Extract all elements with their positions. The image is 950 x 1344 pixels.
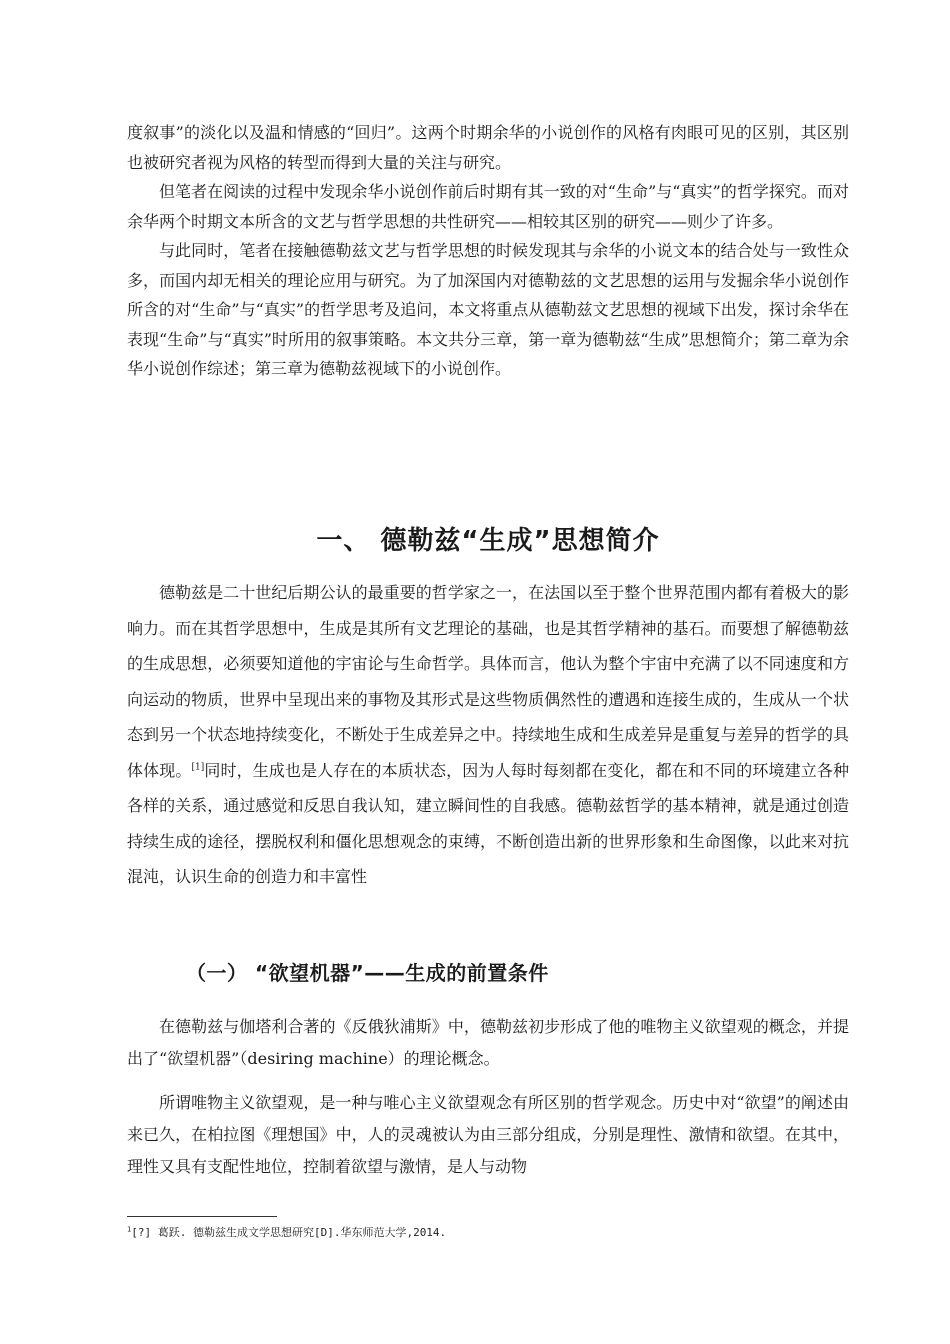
footnote [127, 1224, 446, 1240]
intro-paragraph-1: 度叙事”的淡化以及温和情感的“回归”。这两个时期余华的小说创作的风格有肉眼可见的区别，其区别也被研究者视为风格的转型而得到大量的关注与研究。 [127, 123, 849, 172]
section-paragraph-1: 在德勒兹与伽塔利合著的《反俄狄浦斯》中，德勒兹初步形成了他的唯物主义欲望观的概念，并提出了“欲望机器”（desiring machine）的理论概念。 [127, 1017, 849, 1068]
chapter-paragraph-1 [127, 575, 849, 895]
footnote-mark: 1 [127, 1225, 132, 1234]
chapter-title: 一、 德勒兹“生成”思想简介 [316, 526, 660, 556]
intro-paragraph-3: 与此同时，笔者在接触德勒兹文艺与哲学思想的时候发现其与余华的小说文本的结合处与一致性众多，而国内却无相关的理论应用与研究。为了加深国内对德勒兹的文艺思想的运用与发掘余华小说创作所含的对“生命”与“真实”的哲学思考及追问，本文将重点从德勒兹文艺思想的视域下出发，探讨余华在表现“生命”与“真实”时所用的叙事策略。本文共分三章，第一章为德勒兹“生成”思想简介；第二章为余华小说创作综述；第三章为德勒兹视域下的小说创作。 [127, 241, 849, 378]
chapter-body [127, 575, 849, 895]
footnote-text: [?] 葛跃. 德勒兹生成文学思想研究[D].华东师范大学,2014. [131, 1226, 447, 1239]
footnote-divider [127, 1216, 277, 1217]
intro-block [127, 118, 849, 384]
section-paragraph-2: 所谓唯物主义欲望观，是一种与唯心主义欲望观念有所区别的哲学观念。历史中对“欲望”的阐述由来已久，在柏拉图《理想国》中，人的灵魂被认为由三部分组成，分别是理性、激情和欲望。在其中，理性又具有支配性地位，控制着欲望与激情，是人与动物 [127, 1093, 849, 1176]
chapter-paragraph-1-part-1: 德勒兹是二十世纪后期公认的最重要的哲学家之一，在法国以至于整个世界范围内都有着极大的影响力。而在其哲学思想中，生成是其所有文艺理论的基础，也是其哲学精神的基石。而要想了解德勒兹的生成思想，必须要知道他的宇宙论与生命哲学。具体而言，他认为整个宇宙中充满了以不同速度和方向运动的物质，世界中呈现出来的事物及其形式是这些物质偶然性的遭遇和连接生成的，生成从一个状态到另一个状态地持续变化，不断处于生成差异之中。持续地生成和生成差异是重复与差异的哲学的具体体现。 [127, 583, 849, 780]
chapter-paragraph-1-part-2: 同时，生成也是人存在的本质状态，因为人每时每刻都在变化，都在和不同的环境建立各种各样的关系，通过感觉和反思自我认知，建立瞬间性的自我感。德勒兹哲学的基本精神，就是通过创造持续生成的途径，摆脱权利和僵化思想观念的束缚，不断创造出新的世界形象和生命图像，以此来对抗混沌，认识生命的创造力和丰富性 [127, 760, 849, 886]
intro-paragraph-2: 但笔者在阅读的过程中发现余华小说创作前后时期有其一致的对“生命”与“真实”的哲学探究。而对余华两个时期文本所含的文艺与哲学思想的共性研究——相较其区别的研究——则少了许多。 [127, 182, 849, 231]
section-title: （一） “欲望机器”——生成的前置条件 [186, 961, 549, 985]
section-body [127, 1011, 849, 1183]
footnote-reference[interactable]: [1] [191, 762, 205, 773]
